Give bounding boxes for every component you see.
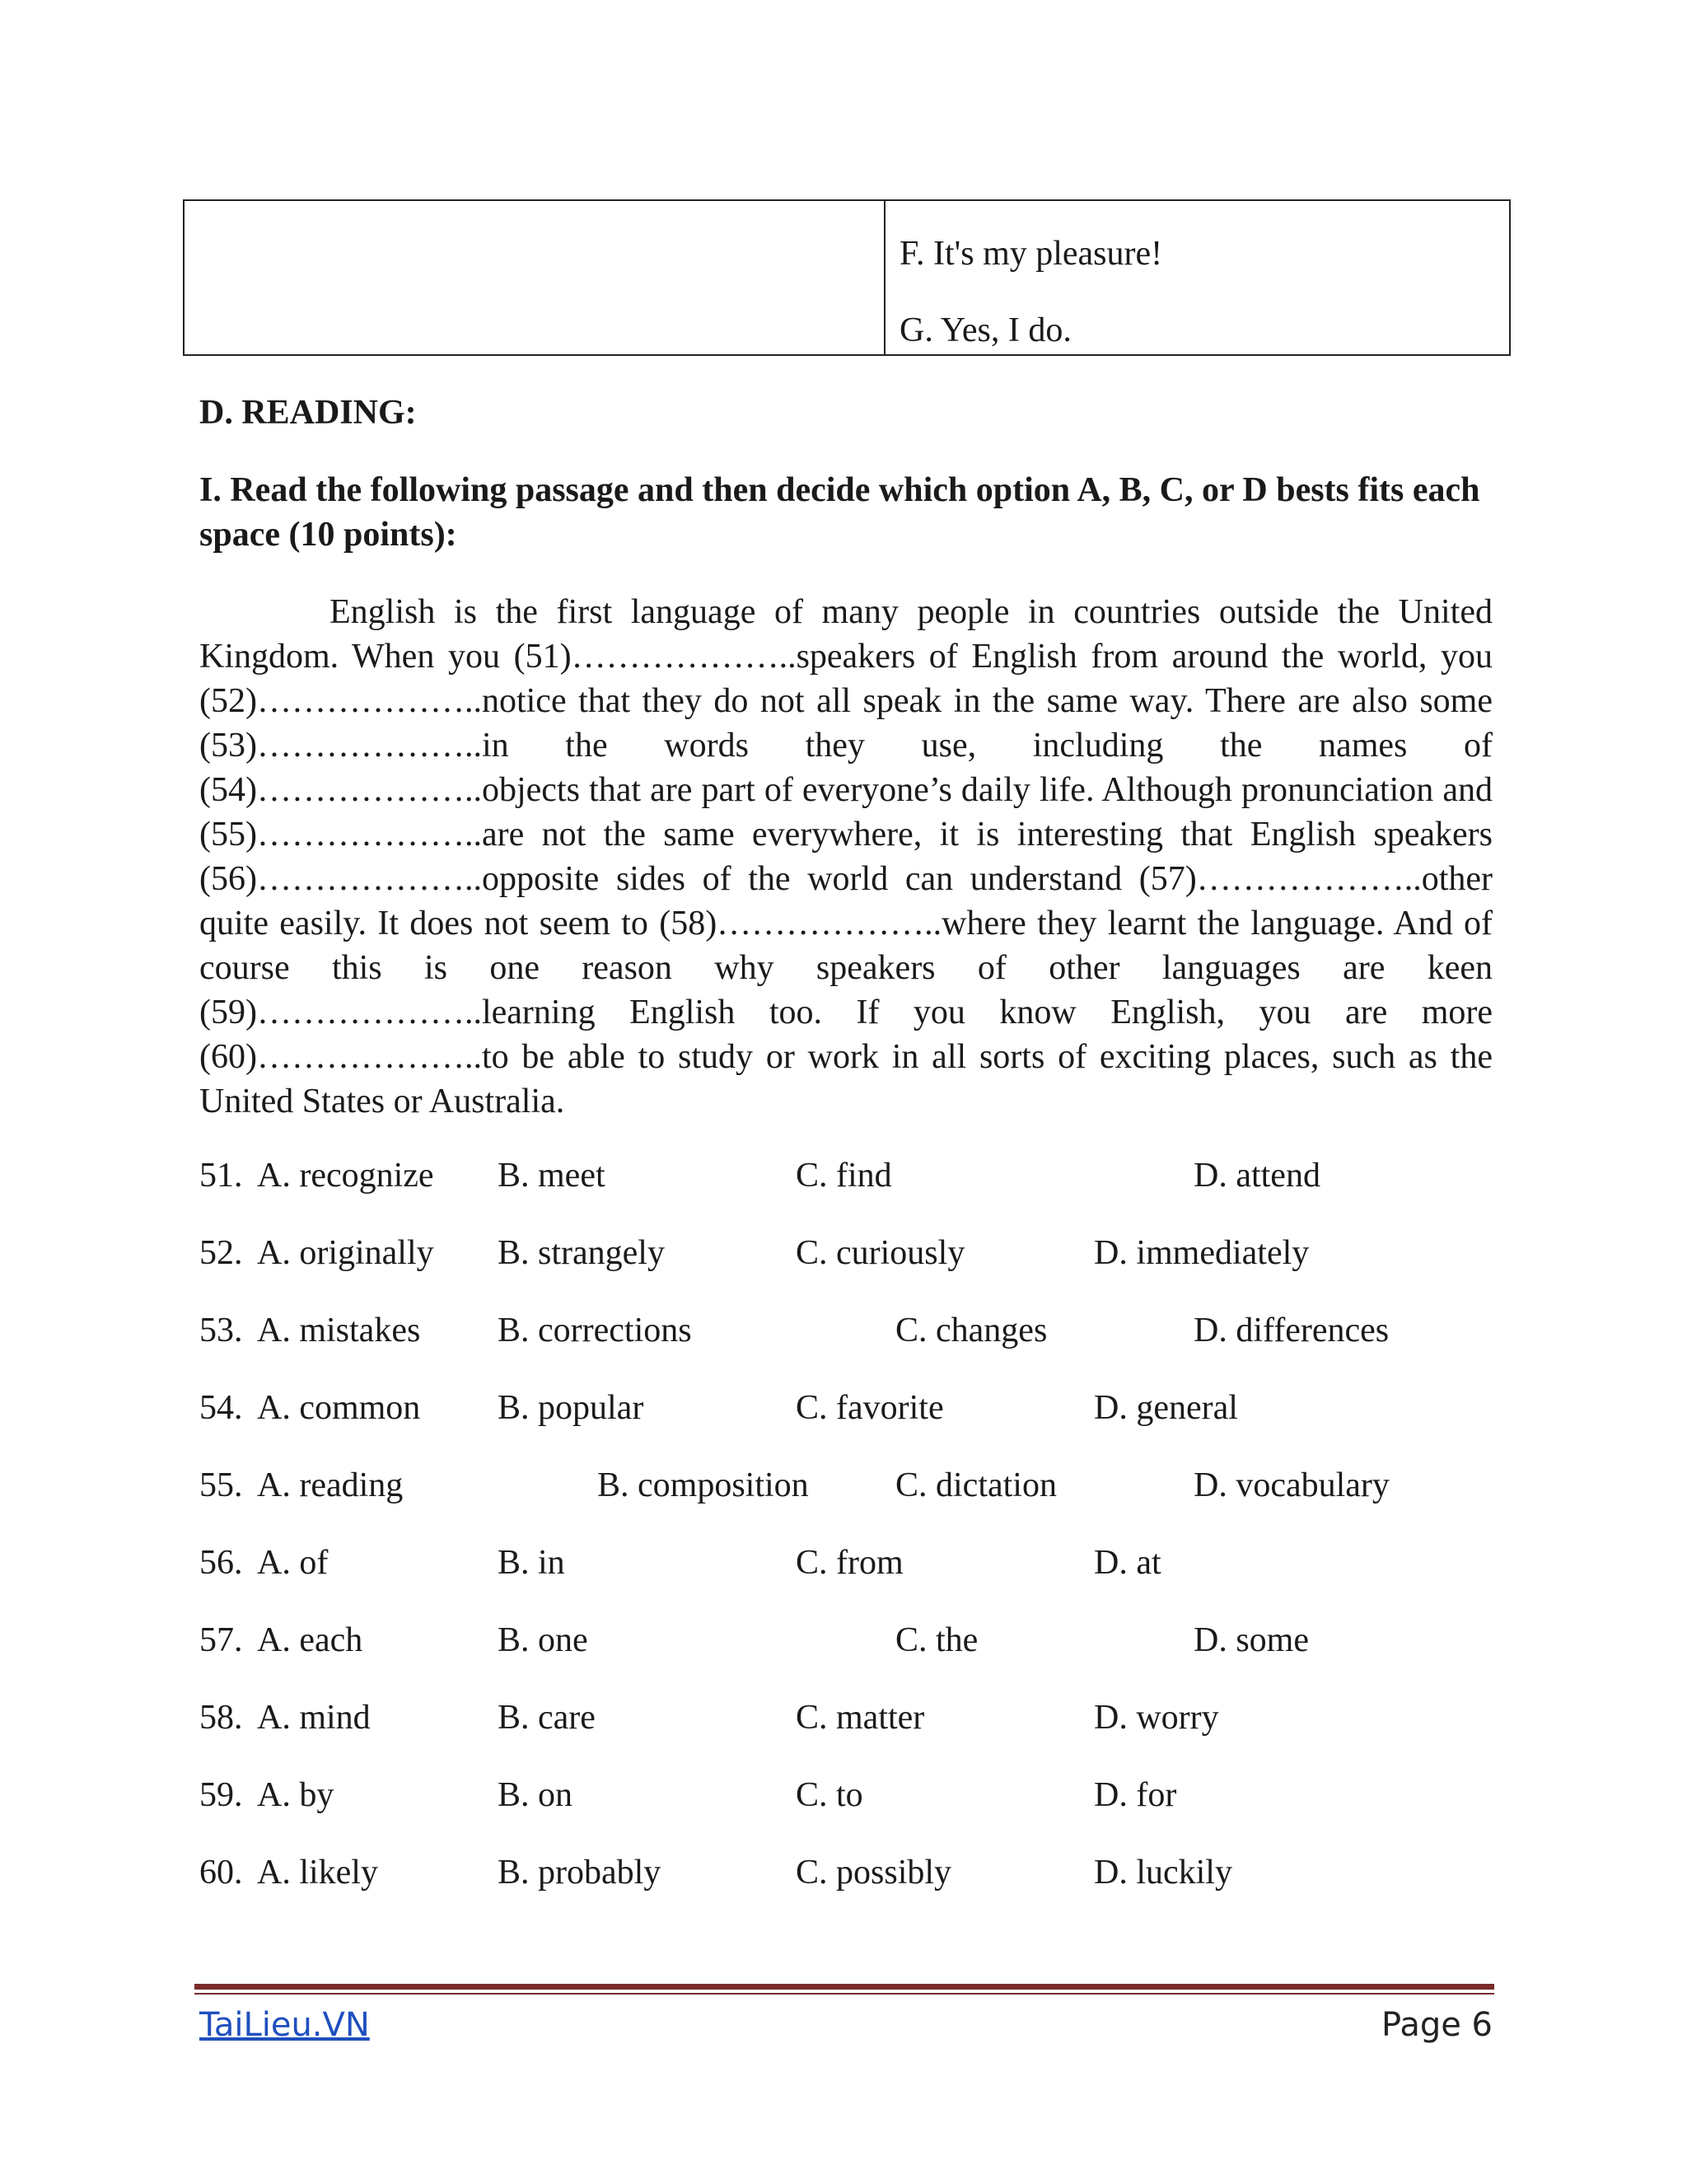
section-heading: D. READING: xyxy=(199,394,417,432)
question-option: C. dictation xyxy=(895,1466,1057,1504)
question-option: D. general xyxy=(1094,1389,1238,1427)
answer-table-continuation xyxy=(183,199,1511,356)
question-option: C. from xyxy=(796,1544,904,1582)
question-option: C. find xyxy=(796,1157,892,1195)
question-number: 56. xyxy=(199,1544,243,1582)
question-option: C. curiously xyxy=(796,1234,965,1272)
footer-rule-thin xyxy=(194,1993,1494,1995)
question-number: 51. xyxy=(199,1157,243,1195)
question-option: A. reading xyxy=(257,1466,404,1504)
question-option: D. worry xyxy=(1094,1699,1219,1737)
table-option-f: F. It's my pleasure! xyxy=(900,235,1163,273)
table-option-g: G. Yes, I do. xyxy=(900,311,1072,349)
question-option: D. attend xyxy=(1194,1157,1320,1195)
question-option: B. probably xyxy=(498,1854,661,1892)
question-option: B. popular xyxy=(498,1389,644,1427)
question-option: A. likely xyxy=(257,1854,378,1892)
question-option: B. care xyxy=(498,1699,596,1737)
question-option: D. differences xyxy=(1194,1312,1390,1349)
question-number: 57. xyxy=(199,1621,243,1659)
question-option: A. mind xyxy=(257,1699,371,1737)
question-option: A. common xyxy=(257,1389,421,1427)
question-number: 55. xyxy=(199,1466,243,1504)
reading-passage: English is the first language of many people in countries outside the United Kingdom. When you (51)………………..speakers of English from around the world, you (52)………………..notice that they do not all speak in the same way. There are also some (53)………………..in the words they use, including the names of (54)………………..objects that are part of everyone’s daily life. Although pronunciation and (55)………………..are not the same everywhere, it is interesting that English speakers (56)………………..opposite sides of the world can understand (57)………………..other quite easily. It does not seem to (58)………………..where they learnt the language. And of course this is one reason why speakers of other languages are keen (59)………………..learning English too. If you know English, you are more (60)………………..to be able to study or work in all sorts of exciting places, such as the United States or Australia. xyxy=(199,593,1493,1120)
question-number: 59. xyxy=(199,1776,243,1814)
question-option: A. mistakes xyxy=(257,1312,421,1349)
question-option: D. some xyxy=(1194,1621,1309,1659)
question-option: D. luckily xyxy=(1094,1854,1232,1892)
question-number: 52. xyxy=(199,1234,243,1272)
question-option: B. on xyxy=(498,1776,573,1814)
question-number: 60. xyxy=(199,1854,243,1892)
question-option: C. possibly xyxy=(796,1854,952,1892)
question-option: A. each xyxy=(257,1621,363,1659)
question-option: A. recognize xyxy=(257,1157,434,1195)
question-option: B. meet xyxy=(498,1157,605,1195)
footer-site-link[interactable]: TaiLieu.VN xyxy=(199,2006,370,2044)
instruction-text: I. Read the following passage and then decide which option A, B, C, or D bests fits each space (10 points): xyxy=(199,471,1480,554)
footer-rule xyxy=(194,1984,1494,1990)
question-option: C. the xyxy=(895,1621,979,1659)
question-option: B. one xyxy=(498,1621,588,1659)
question-option: D. for xyxy=(1094,1776,1177,1814)
question-number: 54. xyxy=(199,1389,243,1427)
page-number: Page 6 xyxy=(1381,2006,1493,2044)
question-option: B. composition xyxy=(597,1466,809,1504)
question-option: D. vocabulary xyxy=(1194,1466,1390,1504)
question-option: A. of xyxy=(257,1544,329,1582)
question-option: B. corrections xyxy=(498,1312,692,1349)
question-option: C. to xyxy=(796,1776,863,1814)
question-option: A. originally xyxy=(257,1234,434,1272)
question-option: D. at xyxy=(1094,1544,1161,1582)
question-option: D. immediately xyxy=(1094,1234,1310,1272)
question-number: 58. xyxy=(199,1699,243,1737)
question-option: C. matter xyxy=(796,1699,925,1737)
question-number: 53. xyxy=(199,1312,243,1349)
question-option: B. strangely xyxy=(498,1234,665,1272)
table-column-divider xyxy=(884,201,886,354)
question-option: A. by xyxy=(257,1776,334,1814)
question-option: C. favorite xyxy=(796,1389,944,1427)
question-option: B. in xyxy=(498,1544,565,1582)
question-option: C. changes xyxy=(895,1312,1048,1349)
